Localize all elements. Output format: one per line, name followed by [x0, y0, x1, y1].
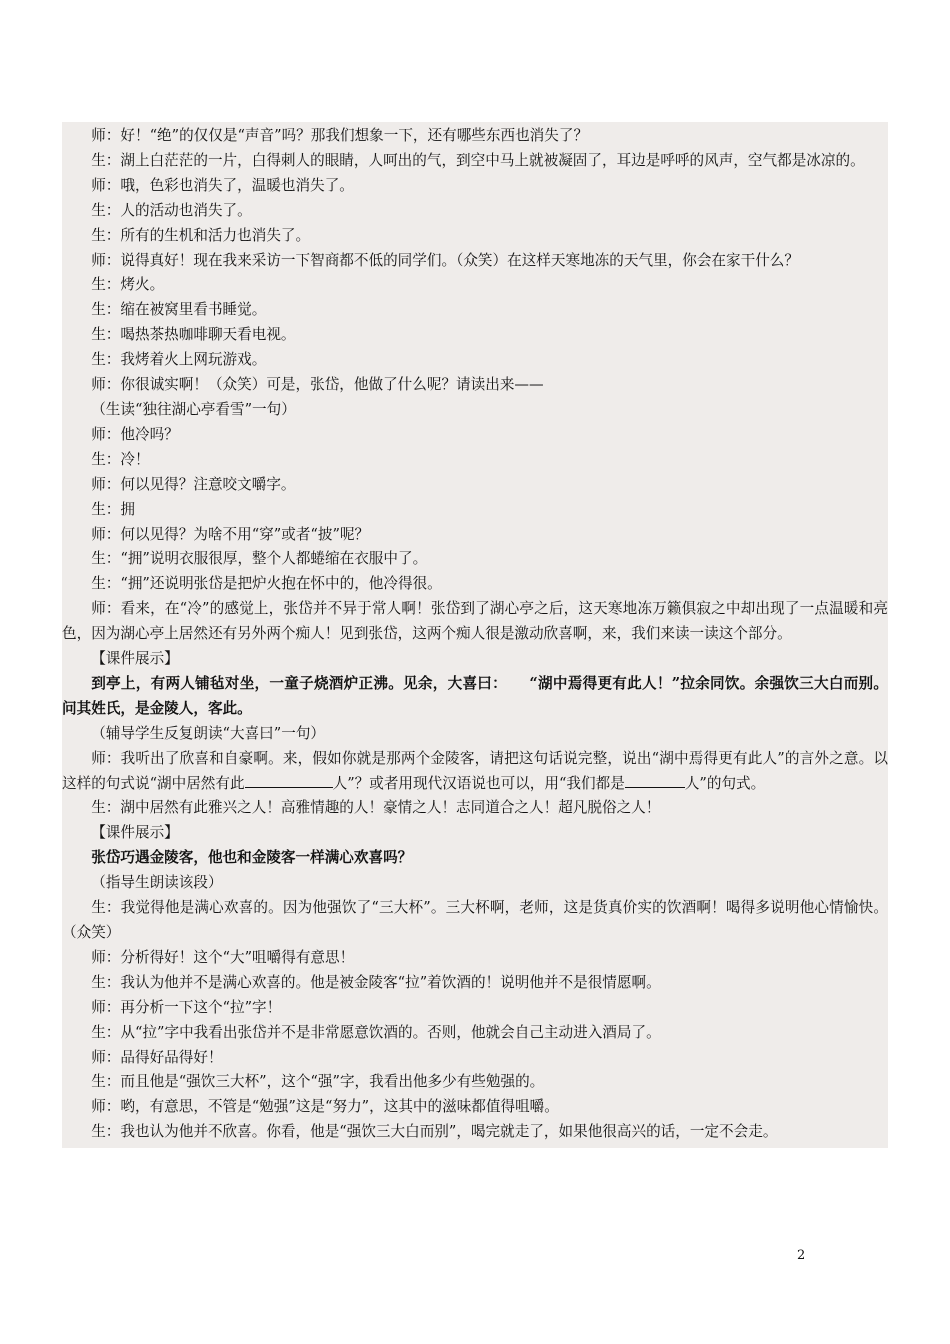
fill-in-text-1: 师：我听出了欣喜和自豪啊。来，假如你就是那两个金陵客，请把这句话说完整，说出“湖中焉得更有此人”的言外之意。以这样的句式说“湖中居然有此: [62, 749, 888, 792]
fill-in-text-3: 人”的句式。: [684, 774, 766, 792]
fill-in-text-2: 人”？或者用现代汉语说也可以，用“我们都是: [332, 774, 625, 792]
dialogue-line: 生：所有的生机和活力也消失了。: [91, 226, 311, 244]
dialogue-line: 师：何以见得？注意咬文嚼字。: [91, 475, 296, 493]
dialogue-line: 师：何以见得？为啥不用“穿”或者“披”呢？: [91, 525, 370, 543]
dialogue-line: 生：我烤着火上网玩游戏。: [91, 351, 267, 369]
courseware-quote: 到亭上，有两人铺毡对坐，一童子烧酒炉正沸。见余，大喜曰： “湖中焉得更有此人！”拉余同饮。余强饮三大白而别。问其姓氏，是金陵人，客此。: [62, 674, 888, 717]
stage-direction: （辅导学生反复朗读“大喜曰”一句）: [91, 724, 326, 742]
stage-direction: （指导生朗读该段）: [91, 874, 223, 892]
courseware-heading: 【课件展示】: [91, 650, 179, 668]
dialogue-line: 生：而且他是“强饮三大杯”，这个“强”字，我看出他多少有些勉强的。: [91, 1073, 545, 1091]
dialogue-line: 师：说得真好！现在我来采访一下智商都不低的同学们。（众笑）在这样天寒地冻的天气里，你会在家干什么？: [91, 251, 799, 269]
document-body: [62, 122, 888, 1148]
dialogue-line: 师：分析得好！这个“大”咀嚼得有意思！: [91, 948, 355, 966]
dialogue-line: 师：哟，有意思，不管是“勉强”这是“努力”，这其中的滋味都值得咀嚼。: [91, 1098, 559, 1116]
dialogue-line: 生：拥: [91, 500, 135, 518]
dialogue-line: 师：他冷吗？: [91, 425, 179, 443]
fill-in-blank-2: [625, 773, 685, 788]
dialogue-line: 师：哦，色彩也消失了，温暖也消失了。: [91, 176, 354, 194]
page-number: 2: [797, 1248, 806, 1263]
dialogue-line: 生：我认为他并不是满心欢喜的。他是被金陵客“拉”着饮酒的！说明他并不是很情愿啊。: [91, 973, 661, 991]
dialogue-line: 生：从“拉”字中我看出张岱并不是非常愿意饮酒的。否则，他就会自己主动进入酒局了。: [91, 1023, 661, 1041]
dialogue-line: 生：湖中居然有此雅兴之人！高雅情趣的人！豪情之人！志同道合之人！超凡脱俗之人！: [91, 799, 661, 817]
dialogue-line: 生：冷！: [91, 450, 150, 468]
dialogue-line: 生：我觉得他是满心欢喜的。因为他强饮了“三大杯”。三大杯啊，老师，这是货真价实的饮酒啊！喝得多说明他心情愉快。（众笑）: [62, 899, 888, 941]
fill-in-question: [62, 747, 888, 797]
dialogue-line: 生：“拥”说明衣服很厚，整个人都蜷缩在衣服中了。: [91, 550, 428, 568]
dialogue-line: 师：你很诚实啊！（众笑）可是，张岱，他做了什么呢？请读出来——: [91, 376, 544, 394]
dialogue-line: 师：再分析一下这个“拉”字！: [91, 998, 282, 1016]
dialogue-line: 师：品得好品得好！: [91, 1048, 223, 1066]
dialogue-line: 生：烤火。: [91, 276, 165, 294]
dialogue-line: 生：缩在被窝里看书睡觉。: [91, 301, 267, 319]
stage-direction: （生读“独往湖心亭看雪”一句）: [91, 400, 296, 418]
fill-in-blank-1: [245, 773, 333, 788]
dialogue-line: 生：“拥”还说明张岱是把炉火抱在怀中的，他冷得很。: [91, 575, 442, 593]
dialogue-line: 生：我也认为他并不欣喜。你看，他是“强饮三大白而别”，喝完就走了，如果他很高兴的话，一定不会走。: [91, 1123, 778, 1141]
courseware-heading: 【课件展示】: [91, 824, 179, 842]
dialogue-line: 生：人的活动也消失了。: [91, 201, 252, 219]
dialogue-line: 生：湖上白茫茫的一片，白得刺人的眼睛，人呵出的气，到空中马上就被凝固了，耳边是呼呼的风声，空气都是冰凉的。: [91, 151, 865, 169]
dialogue-line: 师：好！“绝”的仅仅是“声音”吗？那我们想象一下，还有哪些东西也消失了？: [91, 127, 589, 144]
courseware-question: 张岱巧遇金陵客，他也和金陵客一样满心欢喜吗？: [91, 849, 413, 867]
dialogue-line: 师：看来，在“冷”的感觉上，张岱并不异于常人啊！张岱到了湖心亭之后，这天寒地冻万籁俱寂之中却出现了一点温暖和亮色，因为湖心亭上居然还有另外两个痴人！见到张岱，这两个痴人很是激动欣喜啊，来，我们来读一读这个部分。: [62, 600, 888, 643]
dialogue-line: 生：喝热茶热咖啡聊天看电视。: [91, 326, 296, 344]
